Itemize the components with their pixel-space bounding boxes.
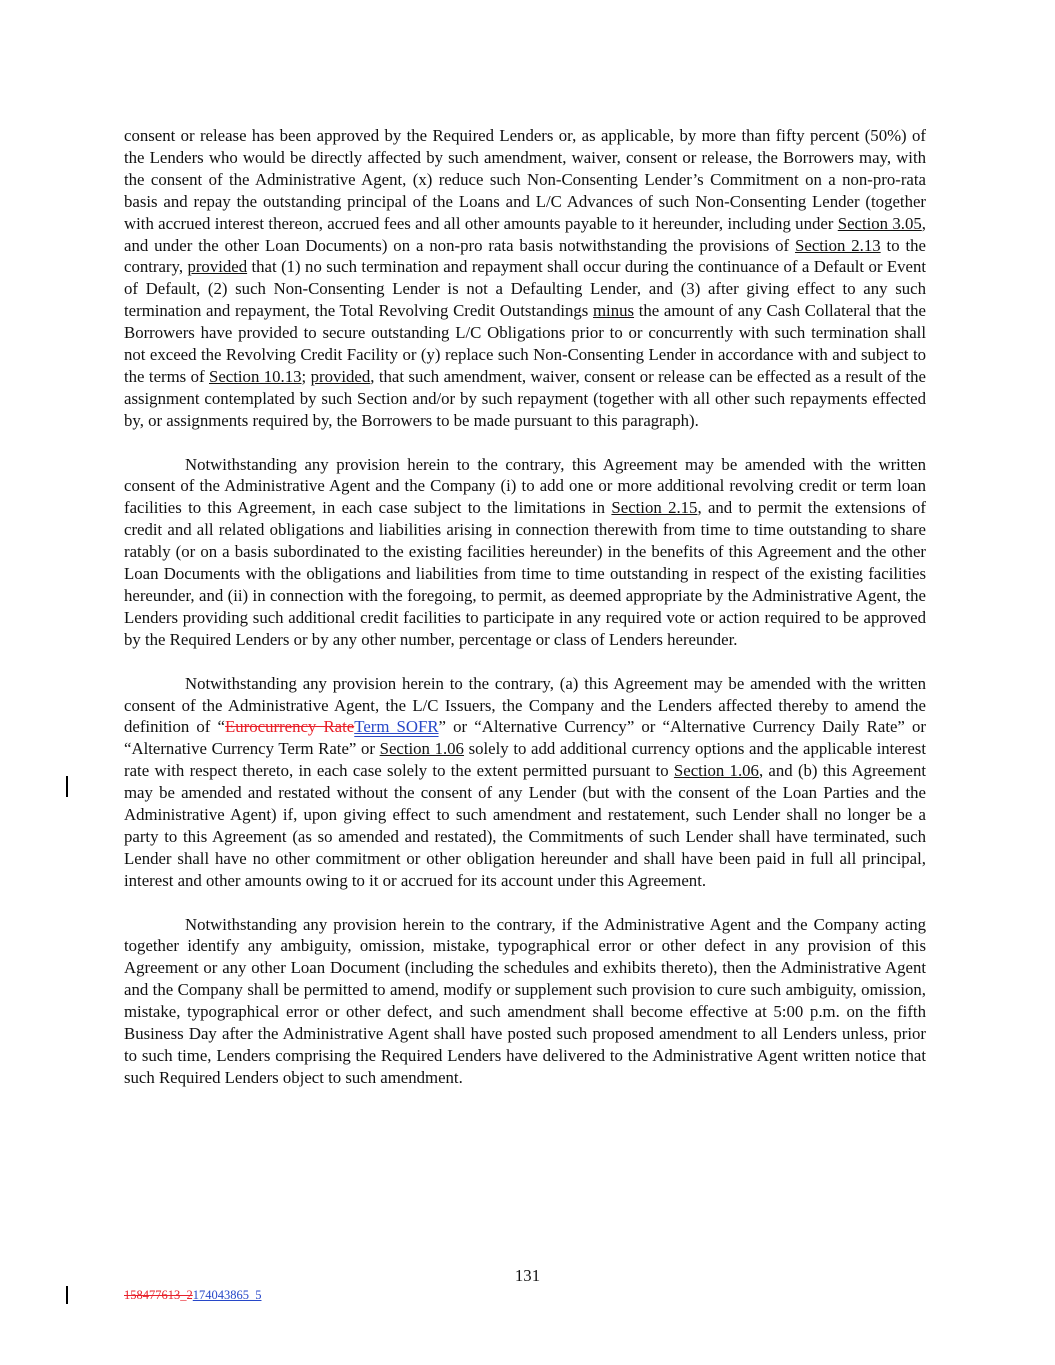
term-provided: provided [187,257,248,277]
ref-section-1-06: Section 1.06 [379,739,464,759]
paragraph-additional-facilities: Notwithstanding any provision herein to the contrary, this Agreement may be amended with the written consent of the Administrative Agent and the Company (i) to add one or more additional revolving credit or term loan facilities to this Agreement, in each case subject to the limitations in Section 2.15, and to permit the extensions of credit and all related obligations and liabilities arising in connection therewith from time to time outstanding to share ratably (or on a basis subordinated to the existing facilities hereunder) in the benefits of this Agreement and the other Loan Documents with the obligations and liabilities from time to time outstanding in respect of the existing facilities hereunder, and (ii) in connection with the foregoing, to permit, as deemed appropriate by the Administrative Agent, the Lenders providing such additional credit facilities to participate in any required vote or action required to be approved by the Required Lenders or by any other number, percentage or class of Lenders hereunder. [124,454,927,649]
term-minus: minus [593,301,635,321]
paragraph-ambiguity-correction: Notwithstanding any provision herein to the contrary, if the Administrative Agent and the Company acting together identify any ambiguity, omission, mistake, typographical error or other defect in any provision of this Agreement or any other Loan Document (including the schedules and exhibits thereto), then the Administrative Agent and the Company shall be permitted to amend, modify or supplement such provision to cure such ambiguity, omission, mistake, typographical error or other defect, and such amendment shall become effective at 5:00 p.m. on the fifth Business Day after the Administrative Agent shall have posted such proposed amendment to all Lenders unless, prior to such time, Lenders comprising the Required Lenders have delivered to the Administrative Agent written notice that such Required Lenders object to such amendment. [124,914,926,1087]
inserted-text: Term SOFR [354,717,439,737]
paragraph-alternative-currency: Notwithstanding any provision herein to the contrary, (a) this Agreement may be amended with the written consent of the Administrative Agent, the L/C Issuers, the Company and the Lenders affected thereby to amend the definition of “Eurocurrency RateTerm SOFR” or “Alternative Currency” or “Alternative Currency Daily Rate” or “Alternative Currency Term Rate” or Section 1.06 solely to add additional currency options and the applicable interest rate with respect thereto, in each case solely to the extent permitted pursuant to Section 1.06, and (b) this Agreement may be amended and restated without the consent of any Lender (but with the consent of the Loan Parties and the Administrative Agent) if, upon giving effect to such amendment and restatement, such Lender shall no longer be a party to this Agreement (as so amended and restated), the Commitments of such Lender shall have terminated, such Lender shall have no other commitment or other obligation hereunder and shall have been paid in full all principal, interest and other amounts owing to it or accrued for its account under this Agreement. [124,673,927,890]
paragraph-non-consenting-lender: consent or release has been approved by the Required Lenders or, as applicable, by more than fifty percent (50%) of the Lenders who would be directly affected by such amendment, waiver, consent or release, the Borrowers may, with the consent of the Administrative Agent, (x) reduce such Non-Consenting Lender’s Commitment on a non-pro-rata basis and repay the outstanding principal of the Loans and L/C Advances of such Non-Consenting Lender (together with accrued interest thereon, accrued fees and all other amounts payable to it hereunder, including under Section 3.05, and under the other Loan Documents) on a non-pro rata basis notwithstanding the provisions of Section 2.13 to the contrary, provided that (1) no such termination and repayment shall occur during the continuance of a Default or Event of Default, (2) such Non-Consenting Lender is not a Defaulting Lender, and (3) after giving effect to any such termination and repayment, the Total Revolving Credit Outstandings minus the amount of any Cash Collateral that the Borrowers have provided to secure outstanding L/C Obligations prior to or concurrently with such termination shall not exceed the Revolving Credit Facility or (y) replace such Non-Consenting Lender in accordance with and subject to the terms of Section 10.13; provided, that such amendment, waiver, consent or release can be effected as a result of the assignment contemplated by such Section and/or by such repayment (together with all other such repayments effected by, or assignments required by, the Borrowers to be made pursuant to this paragraph). [124,126,927,430]
ref-section-2-13: Section 2.13 [795,235,881,255]
ref-section-10-13: Section 10.13 [209,366,302,386]
term-provided-2: provided [310,366,371,386]
change-bar-footer [66,1286,68,1304]
ref-section-2-15: Section 2.15 [611,498,698,518]
ref-section-3-05: Section 3.05 [837,213,922,233]
footer-inserted-id: 174043865_5 [192,1288,262,1302]
footer-deleted-id: 158477613_2 [124,1288,193,1302]
document-id-footer [124,1288,262,1303]
deleted-text: Eurocurrency Rate [225,717,355,737]
change-bar-paragraph-3 [66,776,68,797]
ref-section-1-06-2: Section 1.06 [673,761,759,781]
document-body [124,125,926,1089]
page-number: 131 [514,1266,541,1285]
